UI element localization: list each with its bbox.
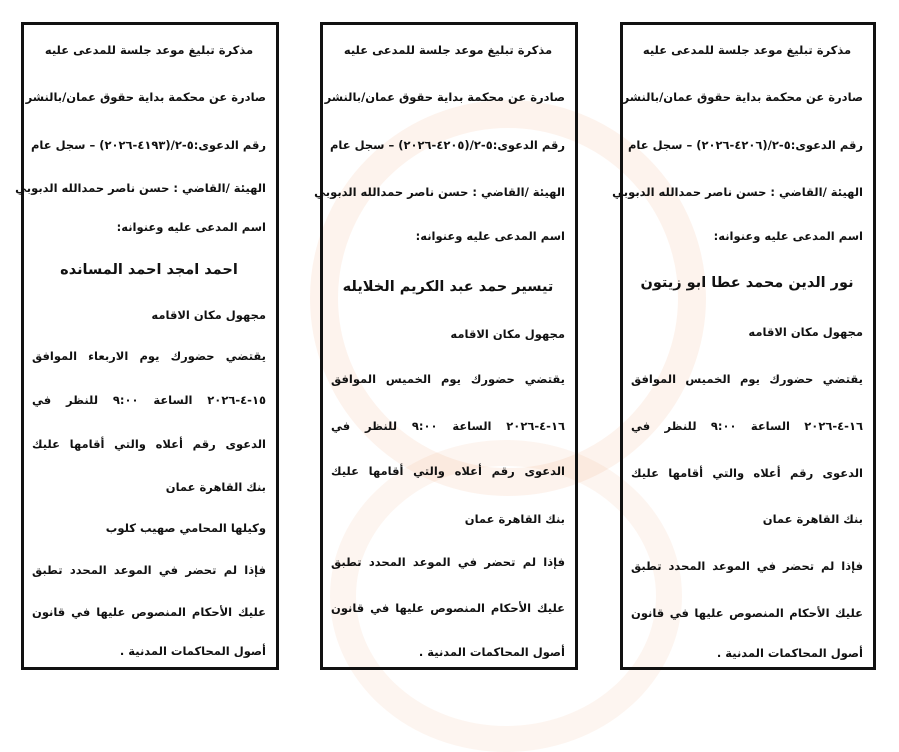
case-number: رقم الدعوى:٥-٢/(٤٢٠٦-٢٠٢٦) – سجل عام (627, 138, 863, 152)
body-line: الدعوى رقم أعلاه والتي أقامها عليك (331, 464, 565, 478)
body-line: الدعوى رقم أعلاه والتي أقامها عليك (32, 437, 266, 451)
body-line: فإذا لم تحضر في الموعد المحدد تطبق (32, 563, 266, 577)
judge-panel: الهيئة /القاضي : حسن ناصر حمدالله الدبوبي (612, 185, 863, 199)
body-line: أصول المحاكمات المدنية . (119, 644, 266, 658)
body-line: أصول المحاكمات المدنية . (418, 645, 565, 659)
notice-header: مذكرة تبليغ موعد جلسة للمدعى عليه (642, 43, 852, 57)
body-line: الدعوى رقم أعلاه والتي أقامها عليك (631, 466, 863, 480)
body-line: ١٥-٤-٢٠٢٦ الساعة ٩:٠٠ للنظر في (32, 393, 266, 407)
body-line: ١٦-٤-٢٠٢٦ الساعة ٩:٠٠ للنظر في (331, 419, 565, 433)
residence-status: مجهول مكان الاقامه (450, 327, 565, 341)
body-line: عليك الأحكام المنصوص عليها في قانون (631, 606, 863, 620)
judge-panel: الهيئة /القاضي : حسن ناصر حمدالله الدبوبي (15, 181, 266, 195)
body-line: وكيلها المحامي صهيب كلوب (105, 521, 266, 535)
defendant-name: احمد امجد احمد المسانده (60, 262, 238, 278)
notice-header: مذكرة تبليغ موعد جلسة للمدعى عليه (343, 43, 553, 57)
body-line: يقتضي حضورك يوم الخميس الموافق (631, 372, 863, 386)
body-line: بنك القاهرة عمان (464, 512, 565, 526)
body-line: عليك الأحكام المنصوص عليها في قانون (331, 601, 565, 615)
body-line: عليك الأحكام المنصوص عليها في قانون (32, 605, 266, 619)
notice-card (15, 22, 279, 670)
case-number: رقم الدعوى:٥-٢/(٤١٩٣-٢٠٢٦) – سجل عام (30, 138, 266, 152)
defendant-label: اسم المدعى عليه وعنوانه: (713, 229, 863, 243)
defendant-name: نور الدين محمد عطا ابو زيتون (640, 275, 854, 291)
court-name: صادرة عن محكمة بداية حقوق عمان/بالنشر (324, 90, 565, 104)
residence-status: مجهول مكان الاقامه (748, 325, 863, 339)
body-line: ١٦-٤-٢٠٢٦ الساعة ٩:٠٠ للنظر في (631, 419, 863, 433)
court-name: صادرة عن محكمة بداية حقوق عمان/بالنشر (25, 90, 266, 104)
body-line: بنك القاهرة عمان (762, 512, 863, 526)
body-line: يقتضي حضورك يوم الاربعاء الموافق (32, 349, 266, 363)
body-line: فإذا لم تحضر في الموعد المحدد تطبق (631, 559, 863, 573)
defendant-label: اسم المدعى عليه وعنوانه: (415, 229, 565, 243)
notice-header: مذكرة تبليغ موعد جلسة للمدعى عليه (44, 43, 254, 57)
notice-card (612, 22, 876, 670)
residence-status: مجهول مكان الاقامه (151, 308, 266, 322)
body-line: بنك القاهرة عمان (165, 480, 266, 494)
body-line: أصول المحاكمات المدنية . (716, 646, 863, 660)
judge-panel: الهيئة /القاضي : حسن ناصر حمدالله الدبوبي (314, 185, 565, 199)
court-name: صادرة عن محكمة بداية حقوق عمان/بالنشر (622, 90, 863, 104)
defendant-name: تيسير حمد عبد الكريم الخلايله (342, 279, 554, 295)
defendant-label: اسم المدعى عليه وعنوانه: (116, 220, 266, 234)
notice-card (314, 22, 578, 670)
case-number: رقم الدعوى:٥-٢/(٤٢٠٥-٢٠٢٦) – سجل عام (329, 138, 565, 152)
body-line: فإذا لم تحضر في الموعد المحدد تطبق (331, 555, 565, 569)
body-line: يقتضي حضورك يوم الخميس الموافق (331, 372, 565, 386)
